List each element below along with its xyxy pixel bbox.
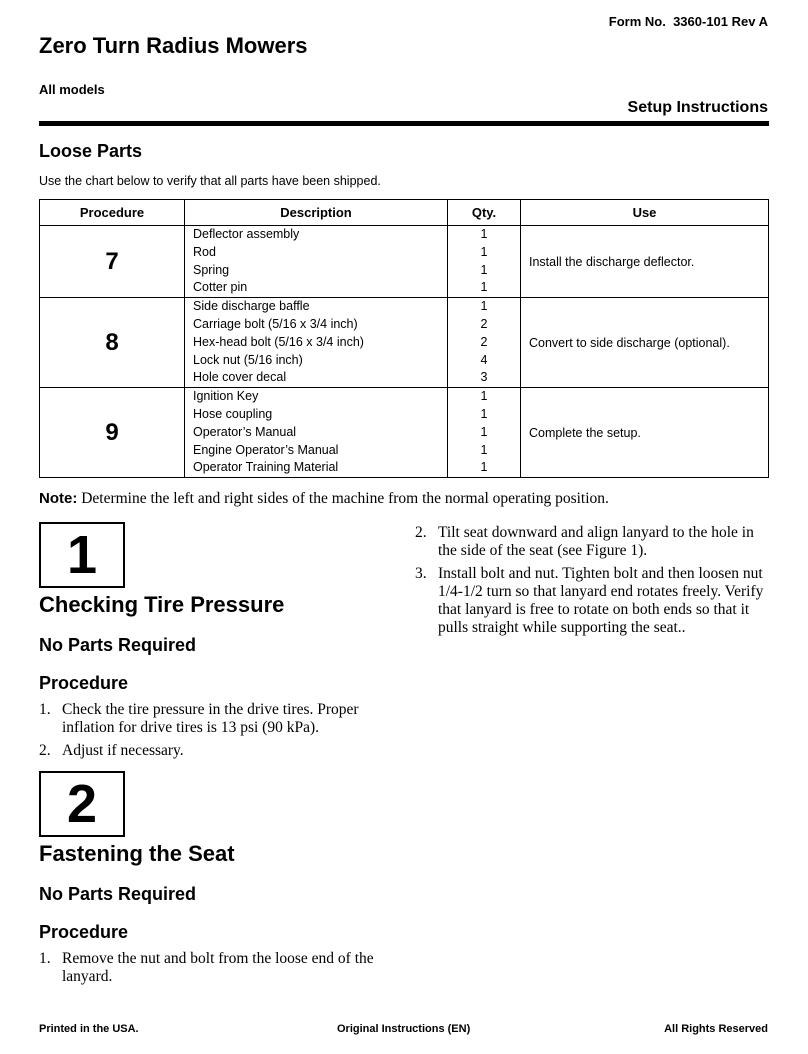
form-number: Form No. 3360-101 Rev A — [608, 14, 768, 29]
no-parts-heading: No Parts Required — [39, 635, 197, 655]
part-description: Ignition Key — [193, 389, 259, 404]
footer-rights: All Rights Reserved — [664, 1023, 768, 1035]
part-qty: 3 — [480, 370, 488, 385]
list-item-number: 2. — [415, 524, 427, 541]
description-cell — [185, 226, 448, 298]
part-description: Side discharge baffle — [193, 299, 310, 314]
step-number-box: 2 — [39, 771, 125, 837]
part-qty: 4 — [480, 352, 488, 367]
part-description: Cotter pin — [193, 280, 248, 295]
description-cell — [185, 388, 448, 478]
procedure-number: 7 — [40, 226, 185, 298]
note-text: Determine the left and right sides of the machine from the normal operating position. — [77, 490, 609, 507]
part-description: Rod — [193, 244, 216, 259]
footer-printed: Printed in the USA. — [39, 1023, 139, 1035]
part-description: Hex-head bolt (5/16 x 3/4 inch) — [193, 334, 364, 349]
part-description: Operator’s Manual — [193, 424, 297, 439]
list-item — [39, 742, 379, 760]
use-cell: Install the discharge deflector. — [521, 226, 769, 298]
table-row — [40, 226, 769, 298]
step-number-box: 1 — [39, 522, 125, 588]
part-qty: 1 — [480, 389, 488, 404]
list-item-number: 1. — [39, 950, 51, 967]
list-item — [39, 701, 379, 737]
part-qty: 1 — [480, 424, 488, 439]
note-label: Note: — [39, 490, 78, 507]
part-description: Engine Operator’s Manual — [193, 442, 339, 457]
loose-parts-heading: Loose Parts — [39, 141, 143, 161]
part-qty: 2 — [480, 316, 488, 331]
part-qty: 1 — [480, 227, 488, 241]
procedure-heading: Procedure — [39, 673, 129, 693]
list-item-text: Tilt seat downward and align lanyard to the hole in the side of the seat (see Figure 1). — [438, 524, 754, 559]
procedure-heading: Procedure — [39, 922, 129, 942]
models-label: All models — [39, 82, 105, 97]
part-description: Operator Training Material — [193, 460, 339, 475]
table-header-row — [40, 200, 769, 226]
part-qty: 1 — [480, 299, 488, 314]
part-qty: 1 — [480, 262, 488, 277]
description-cell — [185, 298, 448, 388]
list-item — [415, 524, 765, 560]
list-item-text: Remove the nut and bolt from the loose end of the lanyard. — [62, 950, 374, 985]
procedure-number: 9 — [40, 388, 185, 478]
list-item-number: 2. — [39, 742, 51, 759]
part-description: Spring — [193, 262, 230, 277]
list-item-text: Check the tire pressure in the drive tires. Proper inflation for drive tires is 13 psi (90 kPa). — [62, 701, 359, 736]
column-header-description: Description — [185, 200, 448, 226]
use-cell: Convert to side discharge (optional). — [521, 298, 769, 388]
list-item-number: 3. — [415, 565, 427, 582]
qty-cell — [448, 298, 521, 388]
column-header-use: Use — [521, 200, 769, 226]
part-qty: 1 — [480, 280, 488, 295]
table-row — [40, 298, 769, 388]
footer-original: Original Instructions (EN) — [337, 1023, 471, 1035]
header-rule — [39, 121, 769, 126]
list-item — [415, 565, 765, 637]
list-item-text: Install bolt and nut. Tighten bolt and then loosen nut 1/4-1/2 turn so that lanyard end rotates freely. Verify that lanyard is free to rotate on both ends so that it pulls straight while supporting the seat.. — [438, 565, 764, 636]
list-item — [39, 950, 389, 986]
list-item-number: 1. — [39, 701, 51, 718]
part-qty: 1 — [480, 460, 488, 475]
table-row — [40, 388, 769, 478]
step-title: Fastening the Seat — [39, 841, 235, 866]
part-description: Hole cover decal — [193, 370, 287, 385]
list-item-text: Adjust if necessary. — [62, 742, 184, 759]
qty-cell — [448, 388, 521, 478]
procedure-list — [39, 950, 389, 991]
step-title: Checking Tire Pressure — [39, 592, 285, 617]
part-description: Deflector assembly — [193, 227, 300, 241]
note — [39, 490, 609, 508]
column-header-qty: Qty. — [448, 200, 521, 226]
qty-cell — [448, 226, 521, 298]
loose-parts-intro: Use the chart below to verify that all parts have been shipped. — [39, 174, 381, 188]
document-title: Zero Turn Radius Mowers — [39, 33, 308, 58]
part-description: Hose coupling — [193, 406, 273, 421]
procedure-number: 8 — [40, 298, 185, 388]
procedure-list — [39, 701, 379, 765]
part-qty: 1 — [480, 244, 488, 259]
part-qty: 2 — [480, 334, 488, 349]
part-description: Lock nut (5/16 inch) — [193, 352, 303, 367]
no-parts-heading: No Parts Required — [39, 884, 197, 904]
part-qty: 1 — [480, 406, 488, 421]
loose-parts-table — [39, 199, 769, 478]
column-header-procedure: Procedure — [40, 200, 185, 226]
part-description: Carriage bolt (5/16 x 3/4 inch) — [193, 316, 358, 331]
procedure-list-continued — [415, 524, 765, 642]
use-cell: Complete the setup. — [521, 388, 769, 478]
part-qty: 1 — [480, 442, 488, 457]
section-title: Setup Instructions — [627, 99, 768, 116]
